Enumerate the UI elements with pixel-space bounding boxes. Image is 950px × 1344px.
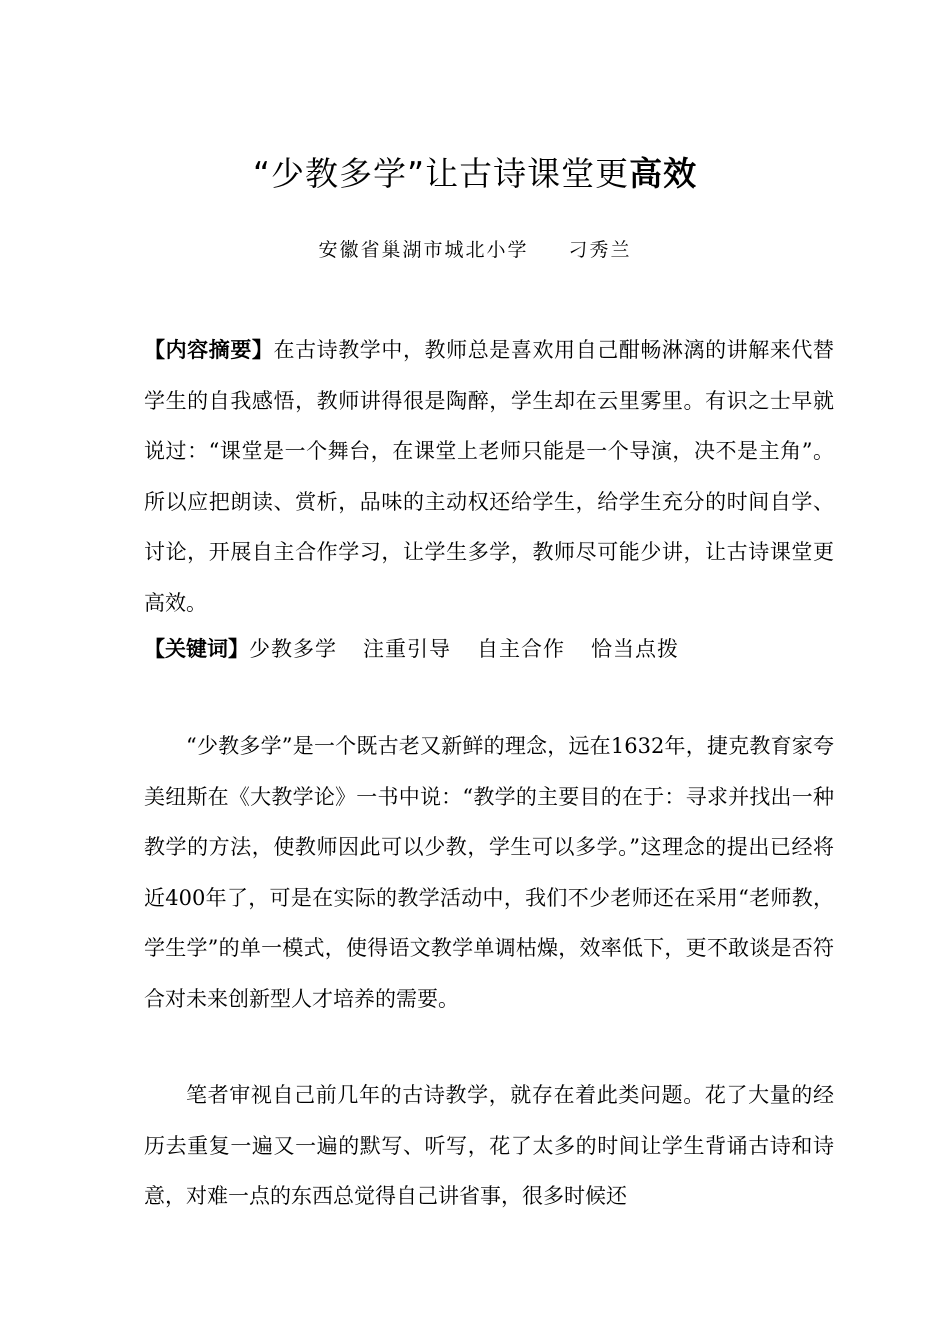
keywords-line: [144, 624, 834, 675]
title-main-text: “少教多学”让古诗课堂更: [252, 154, 630, 194]
keyword-item: 恰当点拨: [591, 637, 679, 661]
body-paragraph: 笔者审视自己前几年的古诗教学，就存在着此类问题。花了大量的经历去重复一遍又一遍的默写、听写，花了太多的时间让学生背诵古诗和诗意，对难一点的东西总觉得自己讲省事，很多时候还: [144, 1083, 834, 1208]
keywords-label: 【关键词】: [144, 637, 249, 661]
author-name: 刁秀兰: [568, 239, 632, 261]
keyword-item: 注重引导: [363, 637, 451, 661]
abstract-label: 【内容摘要】: [144, 338, 274, 362]
keyword-item: 自主合作: [477, 637, 565, 661]
abstract-text: 在古诗教学中，教师总是喜欢用自己酣畅淋漓的讲解来代替学生的自我感悟，教师讲得很是陶醉，学生却在云里雾里。有识之士早就说过：“课堂是一个舞台，在课堂上老师只能是一个导演，决不是主角”。所以应把朗读、赏析，品味的主动权还给学生，给学生充分的时间自学、讨论，开展自主合作学习，让学生多学，教师尽可能少讲，让古诗课堂更高效。: [144, 338, 834, 615]
title-bold-text: 高效: [629, 154, 698, 194]
abstract-paragraph: [144, 325, 834, 628]
keyword-item: 少教多学: [249, 637, 337, 661]
document-title: [0, 150, 950, 198]
body-paragraph: “少教多学”是一个既古老又新鲜的理念，远在1632年，捷克教育家夸美纽斯在《大教学论》一书中说：“教学的主要目的在于：寻求并找出一种教学的方法，使教师因此可以少教，学生可以多学。”这理念的提出已经将近400年了，可是在实际的教学活动中，我们不少老师还在采用“老师教，学生学”的单一模式，使得语文教学单调枯燥，效率低下，更不敢谈是否符合对未来创新型人才培养的需要。: [144, 734, 834, 1011]
author-byline: [0, 234, 950, 266]
school-name: 安徽省巢湖市城北小学: [318, 239, 529, 261]
